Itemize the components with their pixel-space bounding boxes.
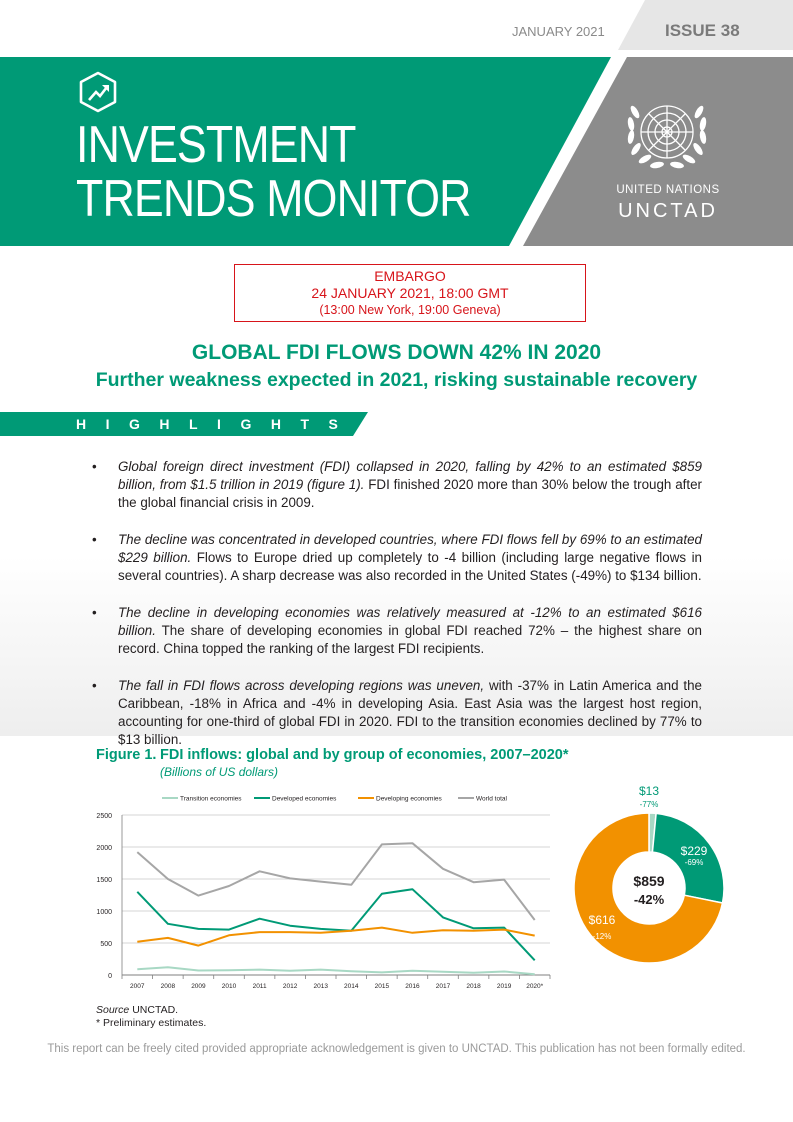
fdi-line-chart bbox=[90, 785, 560, 995]
y-tick-label: 1500 bbox=[96, 877, 112, 884]
fdi-donut-chart bbox=[562, 780, 762, 980]
donut-center-value: $859 bbox=[633, 873, 665, 889]
y-tick-label: 2500 bbox=[96, 813, 112, 820]
figure-title bbox=[96, 747, 569, 763]
source-note bbox=[96, 1004, 178, 1016]
x-tick-label: 2010 bbox=[221, 983, 237, 990]
x-tick-label: 2008 bbox=[160, 983, 176, 990]
highlight-item: • The decline was concentrated in developed countries, where FDI flows fell by 69% to an estimated $229 billion. Flows to Europe dried up completely to -4 billion (including large negative flows in several countries). A sharp decrease was also recorded in the United States (-49%) to $134 billion. bbox=[92, 532, 702, 583]
footer-disclaimer: This report can be freely cited provided appropriate acknowledgement is given to UNCTAD. This publication has not been formally edited. bbox=[47, 1043, 746, 1055]
figure-title-text: FDI inflows: global and by group of economies, 2007–2020* bbox=[160, 747, 569, 763]
highlight-italic: The decline in developing economies was relatively measured at -12% to an estimated $616 billion. bbox=[118, 605, 702, 638]
y-tick-label: 2000 bbox=[96, 845, 112, 852]
x-tick-label: 2013 bbox=[313, 983, 328, 990]
highlight-item: • The decline in developing economies was relatively measured at -12% to an estimated $616 billion. The share of developing economies in global FDI reached 72% – the highest share on record. China topped the ranking of the largest FDI recipients. bbox=[92, 605, 702, 656]
x-tick-label: 2019 bbox=[496, 983, 512, 990]
issue-date: JANUARY 2021 bbox=[512, 24, 605, 39]
highlight-plain: Flows to Europe dried up completely to -4 billion (including large negative flows in several countries). A sharp decrease was also recorded in the United States (-49%) to $134 billion. bbox=[118, 550, 702, 583]
y-tick-label: 1000 bbox=[96, 909, 112, 916]
donut-slice-label: $229 bbox=[680, 844, 708, 858]
highlight-item: • Global foreign direct investment (FDI) collapsed in 2020, falling by 42% to an estimated $859 billion, from $1.5 trillion in 2019 (figure 1). FDI finished 2020 more than 30% below the trough after the global financial crisis in 2009. bbox=[92, 459, 702, 510]
highlight-plain: FDI finished 2020 more than 30% below the trough after the global financial crisis in 2009. bbox=[118, 477, 702, 510]
x-tick-label: 2014 bbox=[344, 983, 359, 990]
embargo-datetime: 24 JANUARY 2021, 18:00 GMT bbox=[311, 285, 509, 301]
source-text: UNCTAD. bbox=[129, 1004, 179, 1016]
x-tick-label: 2011 bbox=[252, 983, 267, 990]
figure-subtitle: (Billions of US dollars) bbox=[160, 765, 279, 779]
highlight-plain: with -37% in Latin America and the Caribbean, -18% in Africa and -4% in developing Asia. East Asia was the largest host region, accounting for one-third of global FDI in 2020. FDI to the transition economies declined by 77% to $13 billion. bbox=[118, 678, 702, 747]
highlight-italic: Global foreign direct investment (FDI) collapsed in 2020, falling by 42% to an estimated $859 billion, from $1.5 trillion in 2019 (figure 1). bbox=[118, 459, 702, 492]
publication-title-line2: TRENDS MONITOR bbox=[76, 170, 471, 228]
source-label: Source bbox=[96, 1004, 130, 1016]
highlight-plain: The share of developing economies in global FDI reached 72% – the highest share on record. China topped the ranking of the largest FDI recipients. bbox=[118, 623, 702, 656]
y-tick-label: 0 bbox=[108, 973, 112, 980]
legend-label: Developing economies bbox=[376, 795, 442, 803]
x-tick-label: 2009 bbox=[191, 983, 206, 990]
donut-slice-label: $616 bbox=[588, 913, 616, 927]
embargo-local-times: (13:00 New York, 19:00 Geneva) bbox=[319, 303, 501, 317]
x-tick-label: 2015 bbox=[374, 983, 390, 990]
trend-up-icon bbox=[76, 70, 120, 114]
subheadline: Further weakness expected in 2021, risking sustainable recovery bbox=[95, 369, 698, 391]
donut-slice-change: -12% bbox=[592, 932, 612, 941]
legend-label: World total bbox=[476, 795, 507, 803]
donut-center-change: -42% bbox=[633, 892, 665, 907]
series-line-transition-economies bbox=[137, 967, 534, 974]
highlight-italic: The decline was concentrated in developed countries, where FDI flows fell by 69% to an estimated $229 billion. bbox=[118, 532, 702, 565]
highlights-list bbox=[92, 458, 702, 768]
x-tick-label: 2012 bbox=[282, 983, 298, 990]
org-name: UNITED NATIONS bbox=[616, 184, 720, 196]
y-tick-label: 500 bbox=[100, 941, 112, 948]
x-tick-label: 2016 bbox=[405, 983, 420, 990]
org-short-name: UNCTAD bbox=[618, 200, 718, 222]
headline: GLOBAL FDI FLOWS DOWN 42% IN 2020 bbox=[191, 341, 602, 364]
series-line-world-total bbox=[137, 843, 534, 920]
highlights-label: HIGHLIGHTS bbox=[76, 416, 358, 432]
highlight-italic: The fall in FDI flows across developing regions was uneven, bbox=[118, 678, 485, 693]
x-tick-label: 2020* bbox=[526, 983, 544, 990]
donut-slice-change: -69% bbox=[684, 858, 704, 867]
series-line-developed-economies bbox=[137, 889, 534, 960]
preliminary-note: * Preliminary estimates. bbox=[96, 1017, 207, 1029]
publication-title bbox=[76, 118, 535, 226]
donut-slice-change: -77% bbox=[639, 800, 659, 809]
legend-label: Developed economies bbox=[272, 795, 337, 803]
x-tick-label: 2017 bbox=[435, 983, 451, 990]
x-tick-label: 2007 bbox=[130, 983, 145, 990]
highlight-item: • The fall in FDI flows across developing regions was uneven, with -37% in Latin America and the Caribbean, -18% in Africa and -4% in developing Asia. East Asia was the largest host region, accounting for one-third of global FDI in 2020. FDI to the transition economies declined by 77% to $13 billion. bbox=[92, 678, 702, 747]
figure-number: Figure 1. bbox=[96, 747, 157, 763]
un-emblem-icon bbox=[617, 92, 717, 182]
embargo-label: EMBARGO bbox=[374, 268, 446, 284]
legend-label: Transition economies bbox=[180, 795, 242, 803]
x-tick-label: 2018 bbox=[466, 983, 481, 990]
issue-number: ISSUE 38 bbox=[665, 21, 740, 40]
donut-slice-label: $13 bbox=[638, 784, 660, 798]
embargo-box bbox=[234, 264, 586, 322]
publication-title-line1: INVESTMENT bbox=[76, 116, 356, 174]
